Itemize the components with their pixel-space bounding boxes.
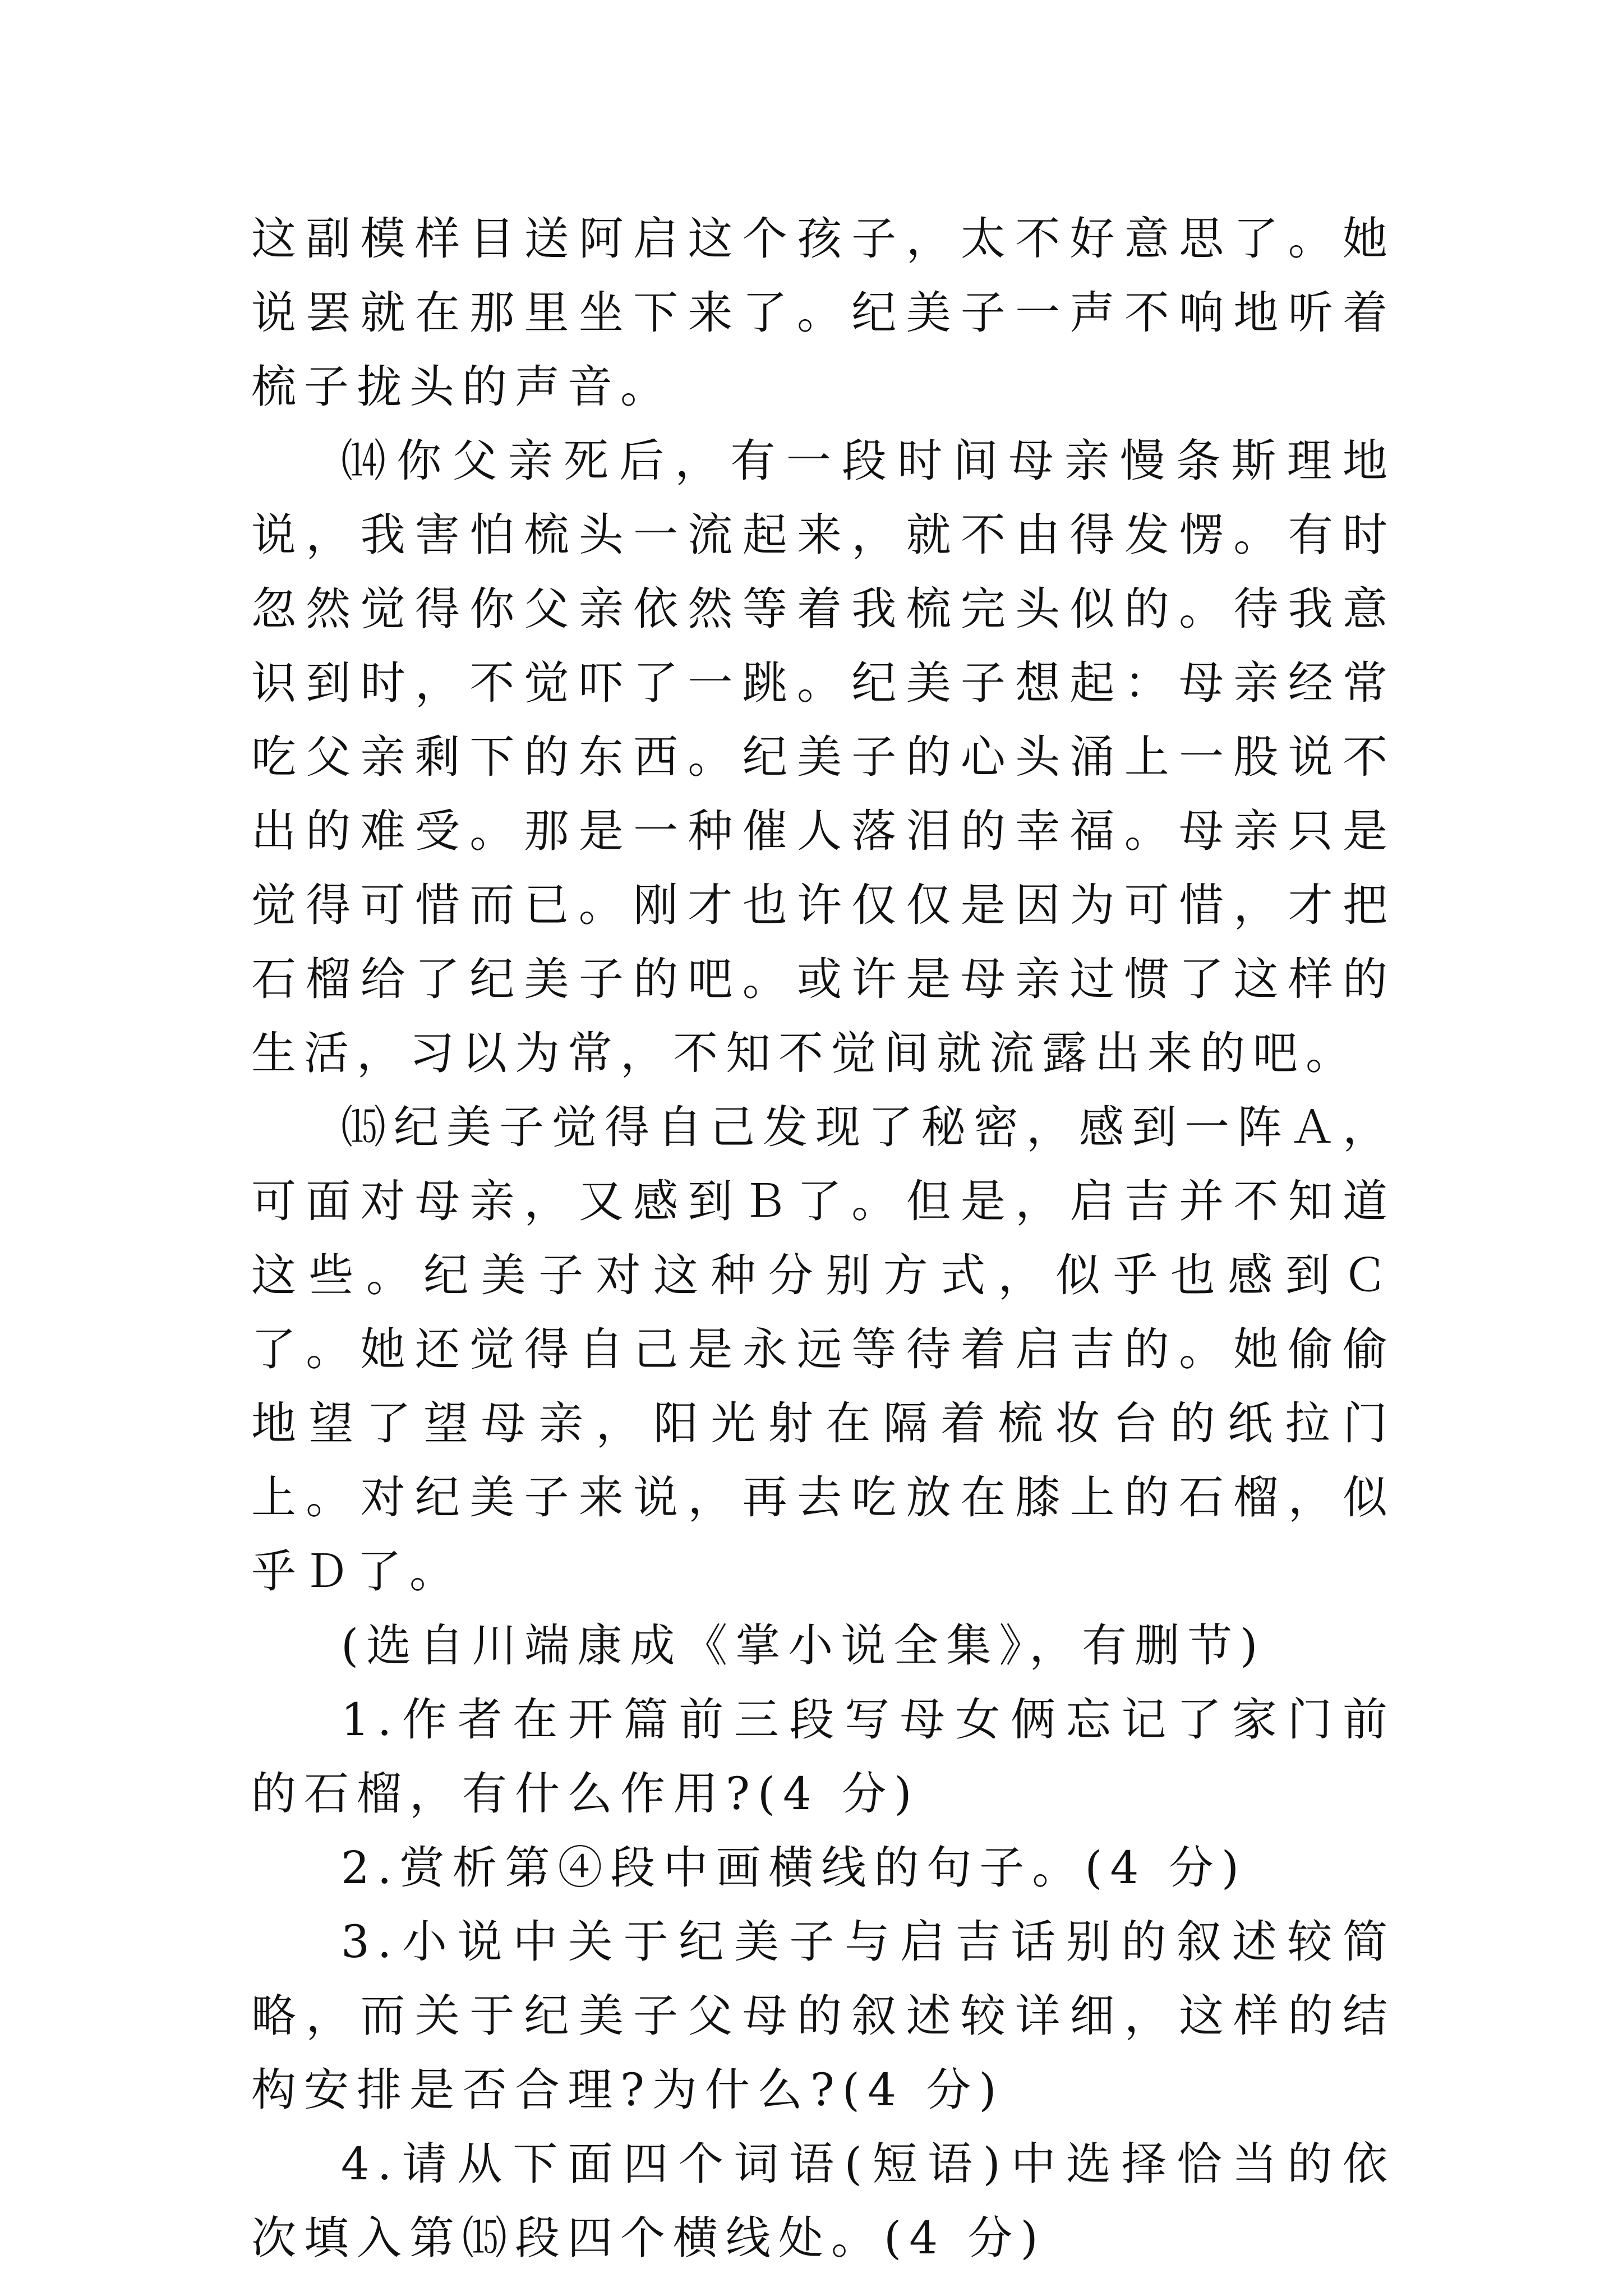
paragraph-15: ⒂纪美子觉得自己发现了秘密，感到一阵Ａ，可面对母亲，又感到Ｂ了。但是，启吉并不知道这些。纪美子对这种分别方式，似乎也感到Ｃ了。她还觉得自己是永远等待着启吉的。她偷偷地望了望母亲，阳光射在隔着梳妆台的纸拉门上。对纪美子来说，再去吃放在膝上的石榴，似乎Ｄ了。: [251, 1101, 1395, 1598]
question-1: 1.作者在开篇前三段写母女俩忘记了家门前的石榴，有什么作用?(4 分): [251, 1694, 1395, 1820]
source-citation: (选自川端康成《掌小说全集》，有删节): [341, 1619, 1266, 1672]
question-2: 2.赏析第④段中画横线的句子。(4 分): [341, 1842, 1247, 1894]
question-4: 4.请从下面四个词语(短语)中选择恰当的依次填入第⒂段四个横线处。(4 分): [251, 2138, 1395, 2264]
paragraph-13-continued: 这副模样目送阿启这个孩子，太不好意思了。她说罢就在那里坐下来了。纪美子一声不响地听着梳子拢头的声音。: [251, 213, 1395, 413]
question-3: 3.小说中关于纪美子与启吉话别的叙述较简略，而关于纪美子父母的叙述较详细，这样的结构安排是否合理?为什么?(4 分): [251, 1916, 1395, 2116]
document-page: [251, 202, 1395, 2275]
paragraph-14: ⒁你父亲死后，有一段时间母亲慢条斯理地说，我害怕梳头一流起来，就不由得发愣。有时忽然觉得你父亲依然等着我梳完头似的。待我意识到时，不觉吓了一跳。纪美子想起：母亲经常吃父亲剩下的东西。纪美子的心头涌上一股说不出的难受。那是一种催人落泪的幸福。母亲只是觉得可惜而已。刚才也许仅仅是因为可惜，才把石榴给了纪美子的吧。或许是母亲过惯了这样的生活，习以为常，不知不觉间就流露出来的吧。: [251, 435, 1395, 1079]
